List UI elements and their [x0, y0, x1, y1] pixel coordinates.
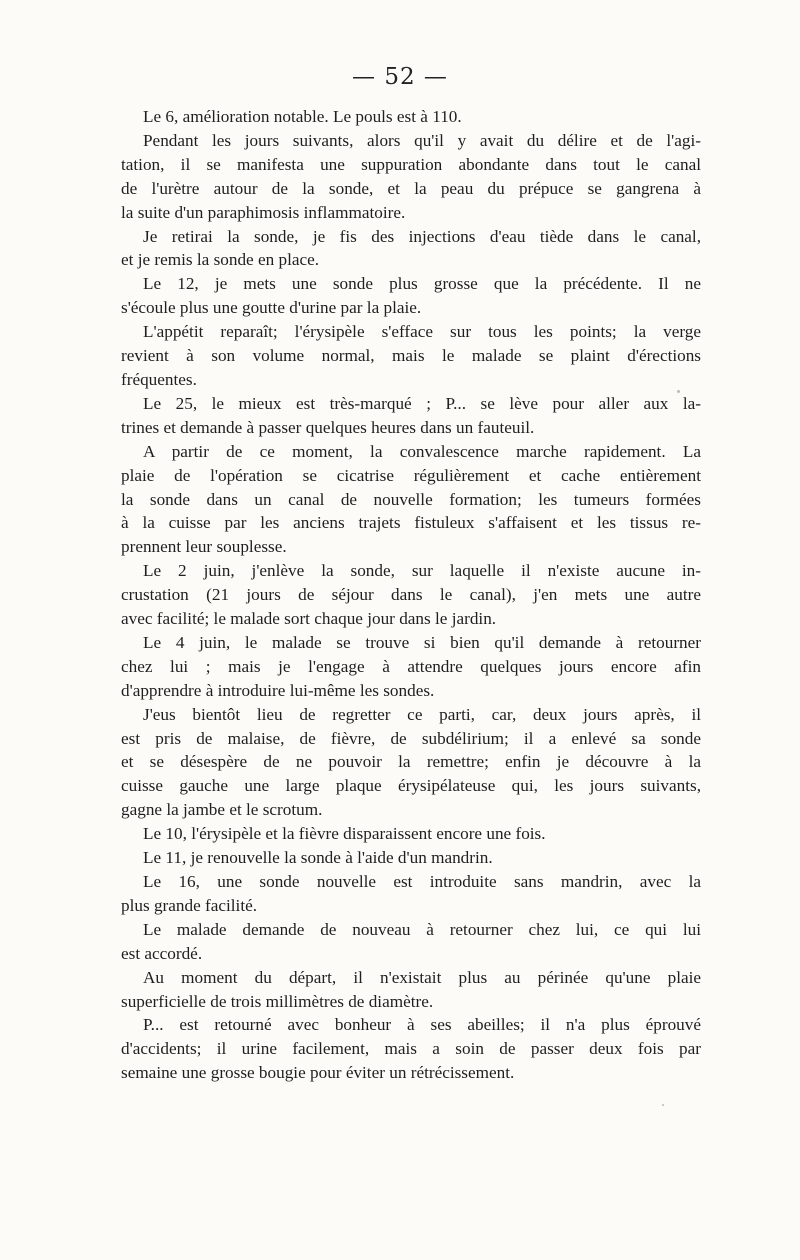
paragraph	[121, 918, 701, 966]
text-line: et se désespère de ne pouvoir la remettre; enfin je découvre à la	[121, 752, 701, 772]
text-line: semaine une grosse bougie pour éviter un rétrécissement.	[121, 1063, 515, 1083]
paragraph	[121, 225, 701, 273]
text-line: Le 16, une sonde nouvelle est introduite sans mandrin, avec la	[143, 872, 701, 891]
paragraph	[121, 631, 701, 703]
text-line: Le 4 juin, le malade se trouve si bien qu'il demande à retourner	[143, 632, 701, 652]
text-line: Le 25, le mieux est très-marqué ; P... se lève pour aller aux la-	[143, 393, 701, 413]
text-line: Je retirai la sonde, je fis des injections d'eau tiède dans le canal,	[143, 226, 701, 246]
text-line: est pris de malaise, de fièvre, de subdélirium; il a enlevé sa sonde	[121, 728, 701, 748]
text-line: de l'urètre autour de la sonde, et la peau du prépuce se gangrena à	[121, 178, 701, 198]
text-line: est accordé.	[121, 943, 203, 963]
text-line: trines et demande à passer quelques heures dans un fauteuil.	[121, 417, 535, 437]
text-line: Le malade demande de nouveau à retourner chez lui, ce qui lui	[143, 919, 701, 939]
text-line: tation, il se manifesta une suppuration abondante dans tout le canal	[121, 154, 701, 174]
text-line: la sonde dans un canal de nouvelle formation; les tumeurs formées	[121, 489, 701, 509]
text-line: Au moment du départ, il n'existait plus au périnée qu'une plaie	[143, 967, 701, 987]
paragraph	[121, 105, 701, 129]
text-line: crustation (21 jours de séjour dans le canal), j'en mets une autre	[121, 585, 701, 605]
paragraph	[121, 272, 701, 320]
paragraph	[121, 822, 701, 846]
text-line: P... est retourné avec bonheur à ses abeilles; il n'a plus éprouvé	[143, 1015, 701, 1035]
text-line: à la cuisse par les anciens trajets fistuleux s'affaisent et les tissus re-	[121, 513, 701, 533]
paragraph	[121, 559, 701, 631]
text-line: Le 2 juin, j'enlève la sonde, sur laquelle il n'existe aucune in-	[143, 561, 701, 581]
text-line: la suite d'un paraphimosis inflammatoire.	[121, 202, 406, 222]
text-line: chez lui ; mais je l'engage à attendre quelques jours encore afin	[121, 656, 701, 676]
paragraph	[121, 703, 701, 823]
text-line: Le 12, je mets une sonde plus grosse que la précédente. Il ne	[143, 274, 701, 294]
text-line: avec facilité; le malade sort chaque jour dans le jardin.	[121, 609, 497, 629]
paragraph	[121, 440, 701, 560]
body-text	[121, 105, 701, 1085]
paragraph	[121, 1013, 701, 1085]
text-line: J'eus bientôt lieu de regretter ce parti, car, deux jours après, il	[143, 704, 701, 724]
paragraph	[121, 392, 701, 440]
text-line: et je remis la sonde en place.	[121, 250, 320, 270]
paper-speck	[677, 390, 680, 393]
text-line: Le 10, l'érysipèle et la fièvre disparaissent encore une fois.	[143, 824, 546, 844]
text-line: d'apprendre à introduire lui-même les sondes.	[121, 680, 435, 700]
text-line: plaie de l'opération se cicatrise régulièrement et cache entièrement	[121, 465, 701, 485]
paper-speck	[662, 1104, 664, 1106]
text-line: Le 6, amélioration notable. Le pouls est à 110.	[143, 107, 462, 126]
paragraph	[121, 870, 701, 918]
paragraph	[121, 129, 701, 225]
paragraph	[121, 966, 701, 1014]
text-line: cuisse gauche une large plaque érysipélateuse qui, les jours suivants,	[121, 776, 701, 796]
text-line: revient à son volume normal, mais le malade se plaint d'érections	[121, 346, 701, 366]
text-line: d'accidents; il urine facilement, mais a soin de passer deux fois par	[121, 1039, 701, 1059]
text-line: plus grande facilité.	[121, 895, 258, 915]
text-line: prennent leur souplesse.	[121, 537, 287, 557]
text-line: Pendant les jours suivants, alors qu'il y avait du délire et de l'agi-	[143, 130, 701, 150]
paragraph	[121, 320, 701, 392]
paragraph	[121, 846, 701, 870]
text-line: gagne la jambe et le scrotum.	[121, 800, 323, 820]
text-line: L'appétit reparaît; l'érysipèle s'efface sur tous les points; la verge	[143, 322, 701, 342]
text-line: s'écoule plus une goutte d'urine par la plaie.	[121, 298, 422, 318]
text-line: Le 11, je renouvelle la sonde à l'aide d'un mandrin.	[143, 848, 493, 868]
text-line: fréquentes.	[121, 369, 197, 389]
text-line: A partir de ce moment, la convalescence marche rapidement. La	[143, 441, 701, 461]
page-number: — 52 —	[352, 64, 448, 90]
text-line: superficielle de trois millimètres de diamètre.	[121, 991, 434, 1011]
